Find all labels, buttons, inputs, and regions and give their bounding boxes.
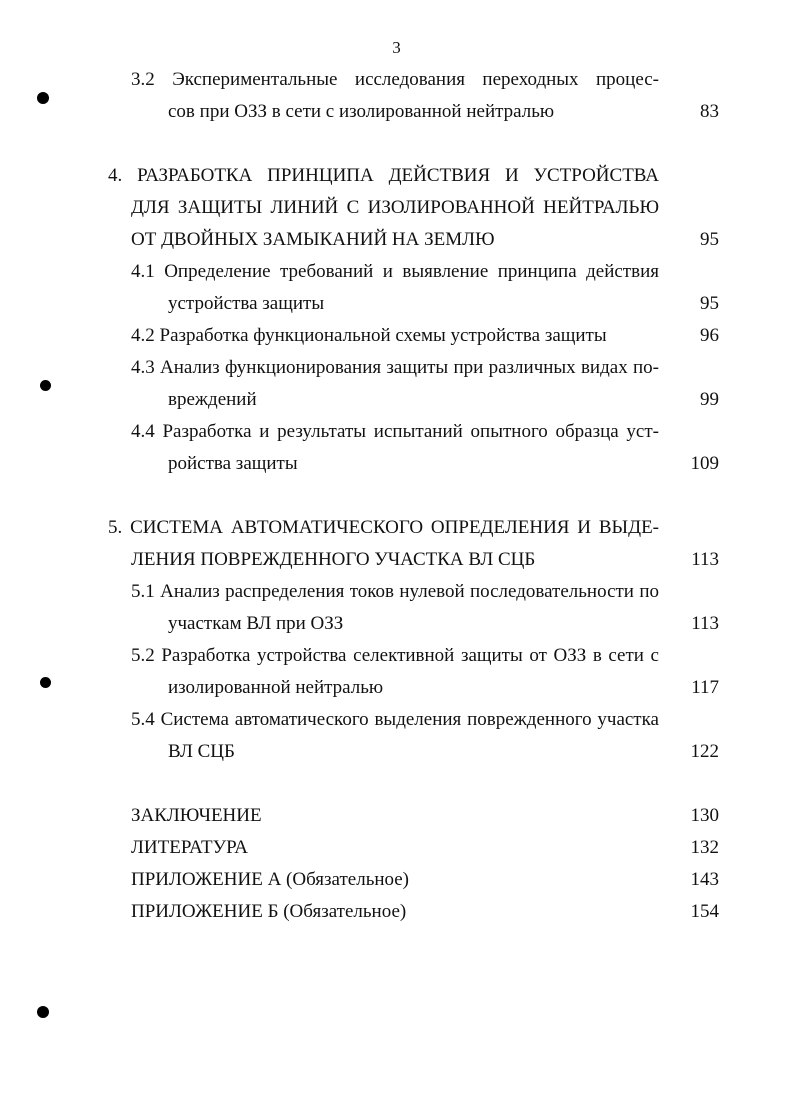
margin-mark	[40, 677, 51, 688]
toc-line: изолированной нейтралью	[168, 677, 384, 698]
toc-page-number: 113	[691, 549, 719, 570]
toc-line: 4. РАЗРАБОТКА ПРИНЦИПА ДЕЙСТВИЯ И УСТРОЙСТВА	[108, 165, 659, 186]
toc-page-number: 99	[700, 389, 719, 410]
toc-line: вреждений	[168, 389, 257, 410]
toc-page-number: 143	[690, 869, 719, 890]
toc-line: сов при ОЗЗ в сети с изолированной нейтралью	[168, 101, 555, 122]
toc-page-number: 132	[690, 837, 719, 858]
toc-line: ПРИЛОЖЕНИЕ Б (Обязательное)	[131, 901, 407, 922]
toc-line: 5. СИСТЕМА АВТОМАТИЧЕСКОГО ОПРЕДЕЛЕНИЯ И ВЫДЕ-	[108, 517, 659, 538]
toc-page-number: 95	[700, 293, 719, 314]
toc-line: ВЛ СЦБ	[168, 741, 235, 762]
toc-page-number: 96	[700, 325, 719, 346]
toc-line: 4.4 Разработка и результаты испытаний опытного образца уст-	[131, 421, 659, 442]
toc-line: ЛИТЕРАТУРА	[131, 837, 248, 858]
toc-page-number: 122	[690, 741, 719, 762]
margin-mark	[37, 92, 49, 104]
toc-line: ЗАКЛЮЧЕНИЕ	[131, 805, 262, 826]
toc-line: ЛЕНИЯ ПОВРЕЖДЕННОГО УЧАСТКА ВЛ СЦБ	[131, 549, 536, 570]
toc-page-number: 109	[690, 453, 719, 474]
toc-page-number: 117	[691, 677, 719, 698]
margin-mark	[37, 1006, 49, 1018]
margin-mark	[40, 380, 51, 391]
toc-page-number: 154	[690, 901, 719, 922]
toc-page-number: 83	[700, 101, 719, 122]
toc-line: устройства защиты	[168, 293, 325, 314]
toc-line: 5.2 Разработка устройства селективной защиты от ОЗЗ в сети с	[131, 645, 659, 666]
toc-line: 4.3 Анализ функционирования защиты при различных видах по-	[131, 357, 659, 378]
toc-line: ДЛЯ ЗАЩИТЫ ЛИНИЙ С ИЗОЛИРОВАННОЙ НЕЙТРАЛЬЮ	[131, 197, 659, 218]
toc-line: ройства защиты	[168, 453, 298, 474]
toc-line: ОТ ДВОЙНЫХ ЗАМЫКАНИЙ НА ЗЕМЛЮ	[131, 229, 495, 250]
toc-page-number: 130	[690, 805, 719, 826]
toc-line: участкам ВЛ при ОЗЗ	[168, 613, 344, 634]
toc-line: ПРИЛОЖЕНИЕ А (Обязательное)	[131, 869, 410, 890]
page-number: 3	[392, 38, 401, 57]
toc-page-number: 113	[691, 613, 719, 634]
toc-line: 4.1 Определение требований и выявление принципа действия	[131, 261, 659, 282]
toc-line: 5.4 Система автоматического выделения поврежденного участка	[131, 709, 659, 730]
toc-line: 5.1 Анализ распределения токов нулевой последовательности по	[131, 581, 659, 602]
toc-page-number: 95	[700, 229, 719, 250]
toc-line: 3.2 Экспериментальные исследования переходных процес-	[131, 69, 659, 90]
toc-line: 4.2 Разработка функциональной схемы устройства защиты	[131, 325, 607, 346]
